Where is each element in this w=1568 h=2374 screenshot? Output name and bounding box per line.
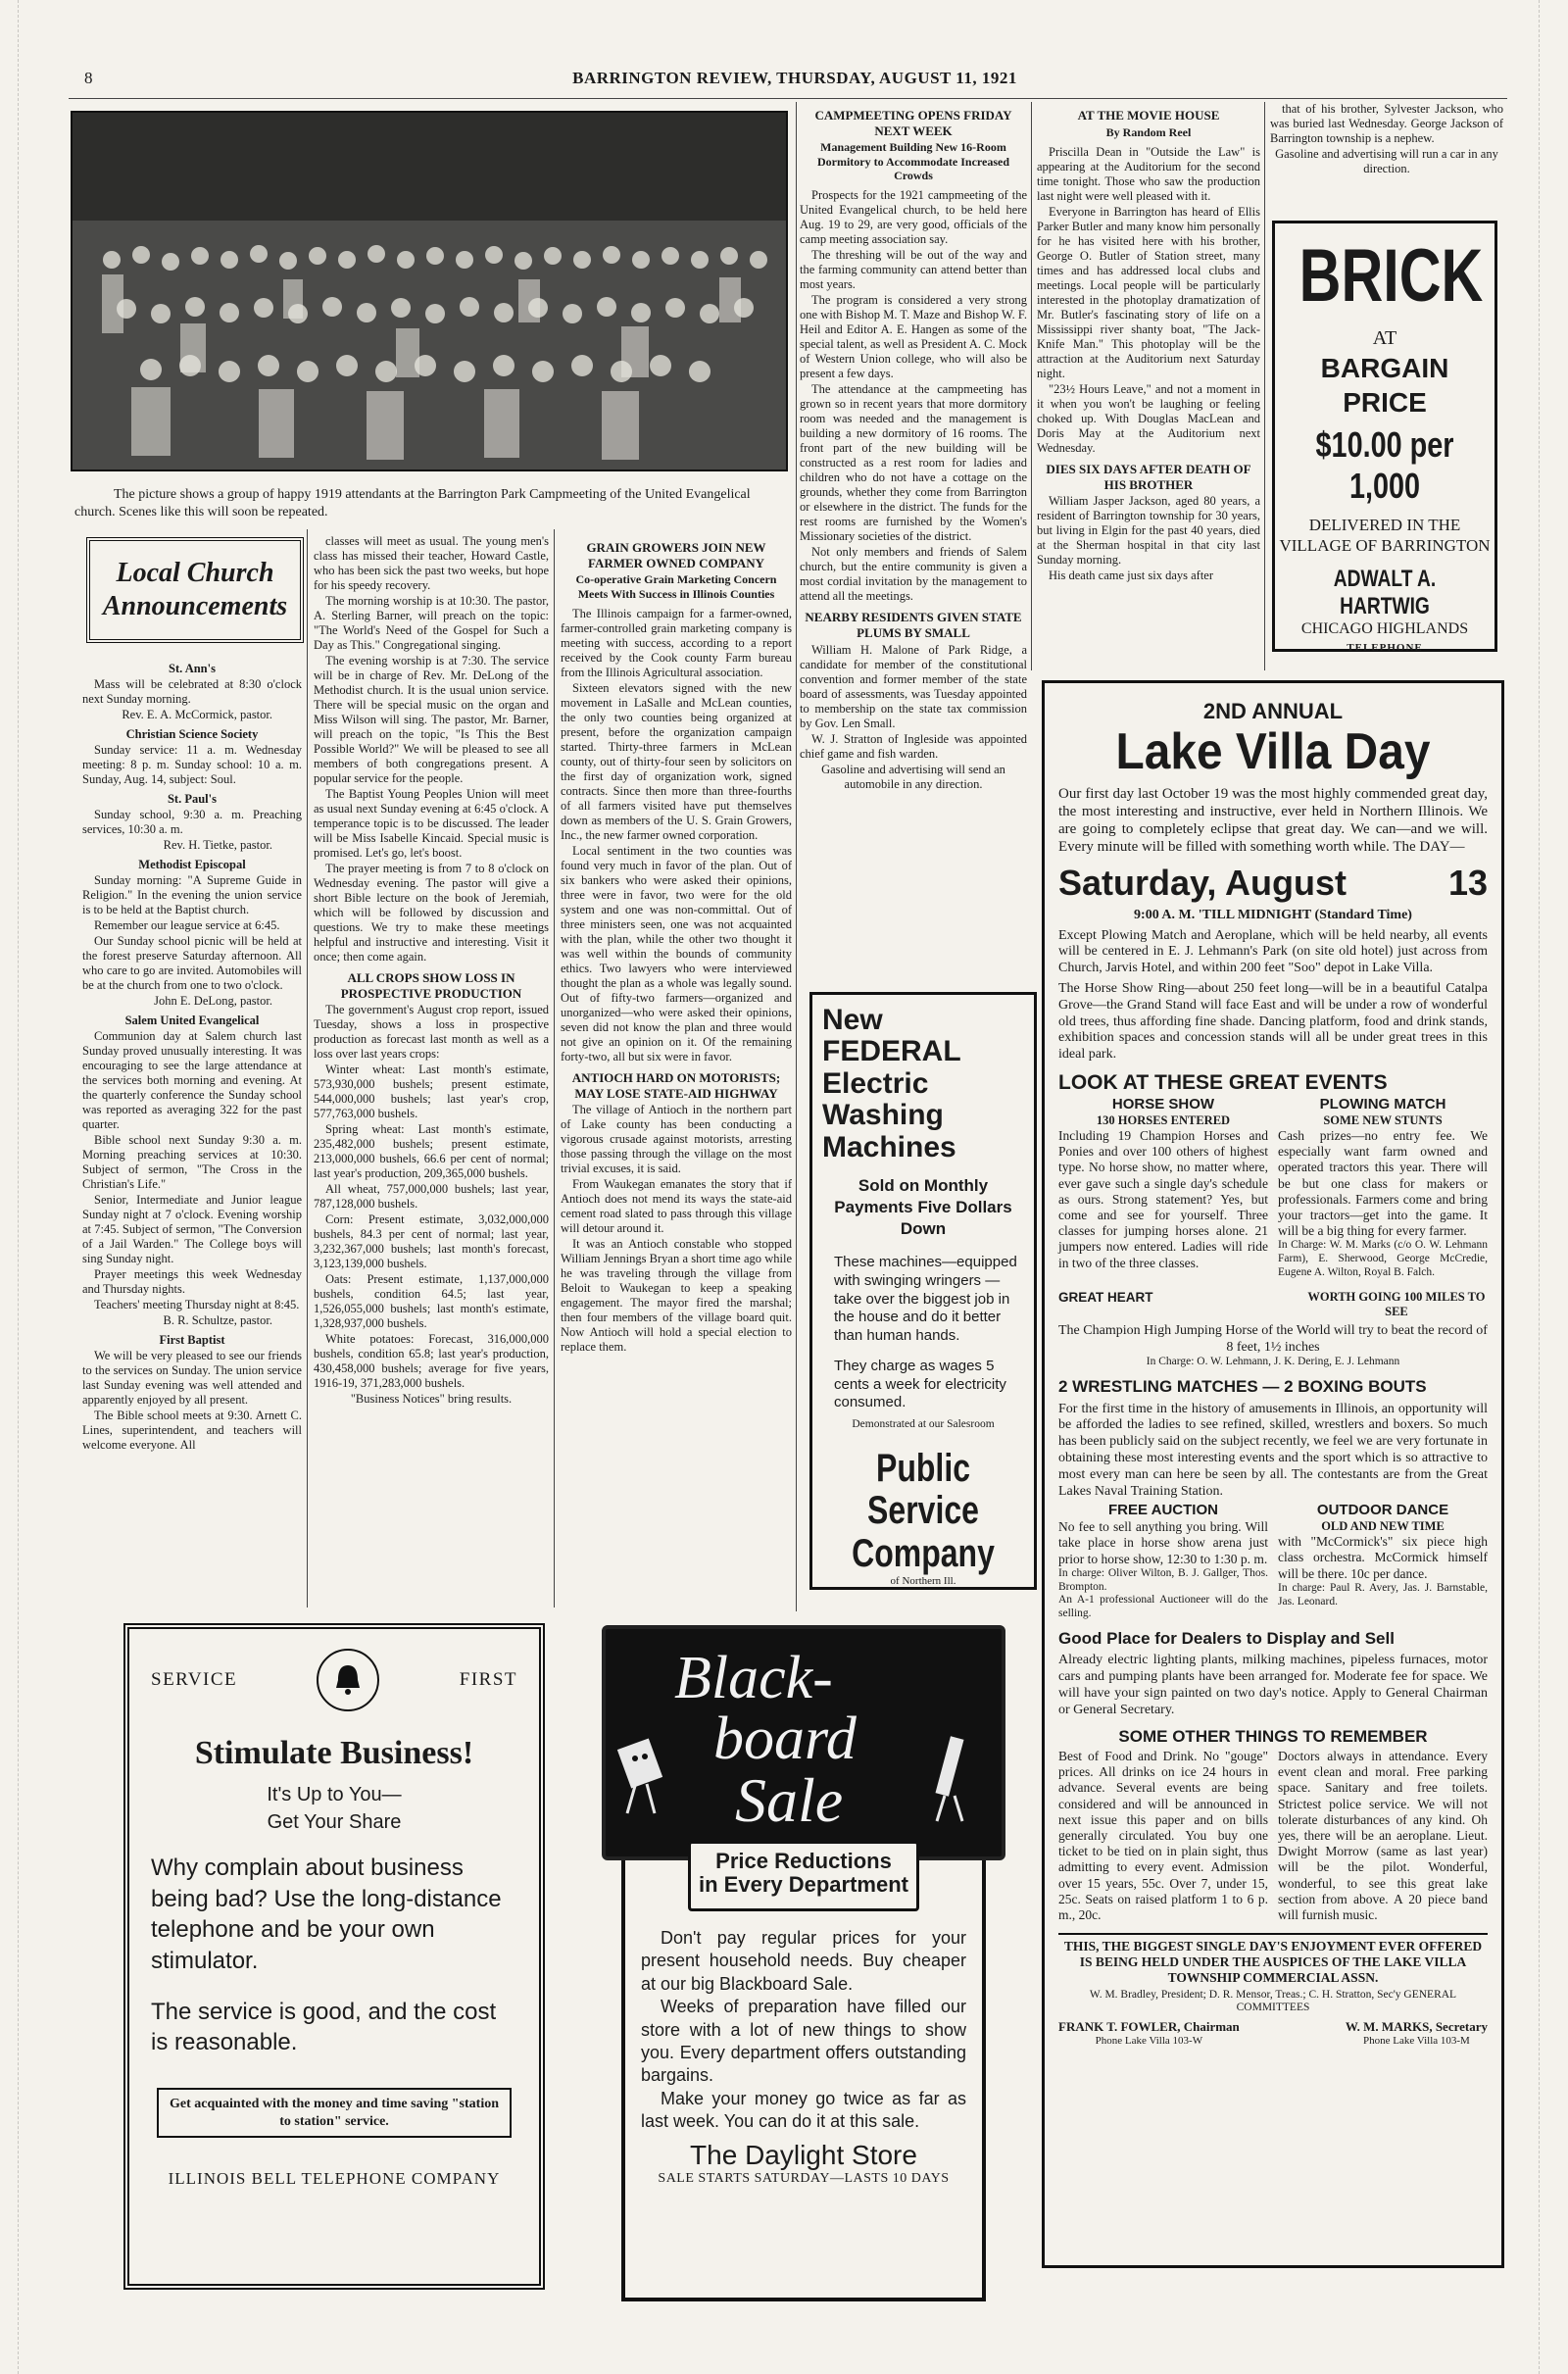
lv-plow-head: PLOWING MATCH [1319,1096,1446,1113]
article-headline: GRAIN GROWERS JOIN NEW FARMER OWNED COMPANY [586,540,766,570]
article-paragraph: The morning worship is at 10:30. The pastor, A. Sterling Barner, will preach on the topic: "The World's Need of the Gospel for Such a Day as This." Congregational singing. [314,594,549,652]
article-paragraph: Gasoline and advertising will run a car in any direction. [1275,147,1498,175]
photo-caption: The picture shows a group of happy 1919 attendants at the Barrington Park Campmeeting of the United Evangelical church. Scenes like this will soon be repeated. [74,487,751,519]
article-paragraph: "23½ Hours Leave," and not a moment in it when you won't be laughing or feeling choked up. With Douglas MacLean and Doris May at the Auditorium next Wednesday. [1037,381,1260,455]
lv-events-row1 [1058,1096,1488,1280]
article-paragraph: classes will meet as usual. The young men's class has missed their teacher, Howard Castle, who has been sick the past two weeks, but hope for his speedy recovery. [314,534,549,592]
article-paragraph: Priscilla Dean in "Outside the Law" is appearing at the Auditorium for the second time tonight. Those who saw the production last night were well pleased with it. [1037,144,1260,203]
lv-dance-sub: OLD AND NEW TIME [1321,1519,1445,1534]
article-paragraph: Oats: Present estimate, 1,137,000,000 bushels, condition 64.5; last year, 1,526,055,000 bushels; last month's estimate, 1,328,937,000 bushels. [314,1272,549,1331]
lv-grounds: The Horse Show Ring—about 250 feet long—will be in a beautiful Catalpa Grove—the Grand Stand will face East and will be under a row of wonderful old trees, thus affording fine shade. Dancing platform, food and drink stands, exhibition spaces and concession stands will all be under great trees in this ideal park. [1058,980,1488,1063]
article-paragraph: that of his brother, Sylvester Jackson, who was buried last Wednesday. George Jackson of Barrington township is a nephew. [1270,102,1503,145]
washing-cost: They charge as wages 5 cents a week for electricity consumed. [834,1357,1006,1411]
washing-copy: These machines—equipped with swinging wringers — take over the biggest job in the house and do it better than human hands. [834,1254,1017,1345]
lv-secretary-phone: Phone Lake Villa 103-M [1363,2034,1470,2047]
column-rule [307,529,308,1607]
lv-remember-head: SOME OTHER THINGS TO REMEMBER [1118,1726,1428,1746]
blackboard-art [606,1629,1002,1856]
article-paragraph: The village of Antioch in the northern part of Lake county has been conducting a vigorous crusade against motorists, arresting those passing through the village on the most trivial excuses, it is said. [561,1103,792,1176]
bb-store: The Daylight Store [690,2139,917,2170]
lv-date-day: Saturday, August [1058,862,1348,903]
lv-dance-charge: In charge: Paul R. Avery, Jas. J. Barnstable, Jas. Leonard. [1278,1581,1488,1607]
brick-headline: BRICK [1298,234,1484,318]
lv-committee: W. M. Bradley, President; D. R. Mensor, Treas.; C. H. Stratton, Sec'y GENERAL COMMITTEES [1089,1988,1457,2014]
washing-machine-ad [809,992,1037,1590]
article-paragraph: B. R. Schultze, pastor. [163,1313,272,1327]
bb-para-2: Weeks of preparation have filled our store with a lot of new things to show you. Every department offers outstanding bargains. [641,1997,966,2086]
lv-date [1058,862,1488,904]
lv-chairman: FRANK T. FOWLER, Chairman [1058,2019,1240,2035]
brick-ad [1272,221,1497,655]
washing-terms: Sold on Monthly Payments Five Dollars Down [834,1175,1012,1239]
lake-villa-day-ad [1042,680,1504,2268]
article-paragraph: Gasoline and advertising will send an automobile in any direction. [821,762,1005,791]
article-paragraph: Rev. H. Tietke, pastor. [163,838,272,852]
article-deck: Co-operative Grain Marketing Concern Meets With Success in Illinois Counties [575,572,777,601]
lv-plow-text: Cash prizes—no entry fee. We especially want farm owned and operated tractors this year. There will be but one class for makers or professionals. Farmers come and bring your tractors—get into the game. It will be a big thing for every farmer. [1278,1128,1488,1239]
bb-price-2: in Every Department [699,1872,908,1898]
lv-heart-miles: WORTH GOING 100 MILES TO SEE [1307,1289,1486,1318]
article-paragraph: Corn: Present estimate, 3,032,000,000 bushels, 84.3 per cent of normal; last year, 3,232,367,000 bushels; last month's forecast, 3,123,139,000 bushels. [314,1212,549,1271]
article-paragraph: Local sentiment in the two counties was found very much in favor of the plan. Out of six bankers who were asked their opinions, three were in favor, two were for the old system and one was non-committal. Out of three ministers seen, one was not acquainted with the plan, while the other two thought it was well within the bounds of community ethics. Two lawyers who were interviewed thought the plan as a whole was legally sound. Out of fifty-two farmers—organized and unorganized—who were asked their opinions, seven did not know the plan and three would not give an opinion on it. Of the remaining forty-two, all but six were in favor. [561,843,792,1063]
bb-para-3: Make your money go twice as far as last week. You can do it at this sale. [641,2088,966,2132]
article-paragraph: From Waukegan emanates the story that if Antioch does not mend its ways the state-aid cement road slated to pass through this village will detour around it. [561,1177,792,1236]
article-deck: By Random Reel [1105,124,1192,139]
brick-price-word: PRICE [1343,386,1427,418]
blackboard-frame [621,1860,986,2301]
washing-company: Public Service Company [852,1447,995,1575]
lv-great-heart [1058,1282,1488,1319]
article-paragraph: Teachers' meeting Thursday night at 8:45. [94,1298,300,1311]
blackboard-graphic [602,1625,1005,1860]
article-paragraph: Not only members and friends of Salem church, but the entire community is given a most cordial invitation by the management to attend all the meetings. [800,545,1027,604]
lv-signatures [1058,2019,1488,2048]
article-paragraph: The attendance at the campmeeting has grown so in recent years that more dormitory room was needed and the management is building a new dormitory of 16 rooms. The front part of the new building will be constructed as a rest room for ladies and children who do not have a cottage on the grounds, whether they come from Barrington or elsewhere in the district. The funds for the rest rooms are furnished by the Women's Missionary societies of the district. [800,382,1027,544]
church-title-line2: Announcements [102,590,288,621]
bell-body: Why complain about business being bad? Use the long-distance telephone and be your own stimulator. [151,1855,502,1975]
lv-dealers-text: Already electric lighting plants, milking machines, pipeless furnaces, motor cars and pumping plants have been arranged for. Moderate fee for space. We will have your sign painted on two day's notice. Apply to General Chairman or General Secretary. [1058,1653,1488,1717]
article-paragraph: Mass will be celebrated at 8:30 o'clock next Sunday morning. [82,677,302,706]
lv-auction-text: No fee to sell anything you bring. Will take place in horse show arena just prior to horse show, 12:30 to 1:30 p. m. [1058,1519,1268,1566]
article-paragraph: Sixteen elevators signed with the new movement in LaSalle and McLean counties, the only two counties being organized at present, before the organization campaign started. Thirty-three farmers in McLean county, out of thirty-four seen by solicitors on the first day of organization work, signed contracts. Since then more than three-fourths of all farmers visited have put themselves down as members of the U. S. Grain Growers, Inc., the new farmer owned corporation. [561,680,792,842]
brick-location: CHICAGO HIGHLANDS [1300,620,1469,638]
lv-heart-text: The Champion High Jumping Horse of the World will try to beat the record of 8 feet, 1½ inches [1058,1322,1488,1355]
group-photo [71,111,788,471]
washing-title: New FEDERAL Electric Washing Machines [822,1004,961,1163]
lv-auction-charge: In charge: Oliver Wilton, B. J. Gallger, Thos. Brompton. [1058,1566,1268,1593]
article-paragraph: White potatoes: Forecast, 316,000,000 bushels, condition 65.8; last year's production, 430,458,000 bushels; average for five years, 1916-19, 371,283,000 bushels. [314,1332,549,1391]
lv-events-row2 [1058,1502,1488,1621]
lv-sign-right [1346,2019,1488,2048]
article-paragraph: The prayer meeting is from 7 to 8 o'clock on Wednesday evening. The pastor will give a short Bible lecture on the book of Jeremiah, which will be followed by discussion and questions. We try to make these meetings helpful and instructive and interesting. Visit it once; then come again. [314,862,549,964]
section-heading: First Baptist [159,1333,225,1347]
scan-artifact [18,0,19,2374]
lv-wrestling-text: For the first time in the history of amusements in Illinois, an opportunity will be afforded the ladies to see refined, skilled, wrestlers and boxers. So much has been publicly said on the subject recently, we feel we are very fortunate in obtaining these most interesting events and the sport which is so attractive to most every man can here be seen by all. The contestants are from the Great Lakes Naval Training Station. [1058,1401,1488,1499]
article-paragraph: Our Sunday school picnic will be held at the forest preserve Saturday afternoon. All who care to go are invited. Automobiles will be at the church from one to two o'clock. [82,934,302,992]
news-column-5 [1037,102,1260,670]
column-rule [1031,102,1032,670]
lv-chairman-phone: Phone Lake Villa 103-W [1095,2034,1203,2047]
lv-horse-show [1058,1096,1268,1280]
lv-remember-left: Best of Food and Drink. No "gouge" prices. All drinks on ice 24 hours in advance. Several events are being considered and will be announced in next issue this paper and on bills generally circulated. You buy one ticket to be tied on in plain sight, thus admitting to every event. Admission over 15 years, 55c. Over 7, under 15, 25c. Seats on raised platform 1 to 6 p. m., 20c. [1058,1749,1268,1922]
brick-telephone: TELEPHONE [1347,642,1423,655]
eraser-figure-icon [617,1738,662,1813]
article-paragraph: The Illinois campaign for a farmer-owned, farmer-controlled grain marketing company is meeting with success, according to a report received by the Cook county Farm bureau from the Illinois Agricultural association. [561,606,792,679]
article-paragraph: Sunday morning: "A Supreme Guide in Religion." In the evening the union service is to be held at the Baptist church. [82,873,302,916]
bb-body [641,1927,966,2134]
lv-auction-head: FREE AUCTION [1108,1502,1218,1519]
lv-dealers-head: Good Place for Dealers to Display and Sell [1058,1629,1395,1649]
article-paragraph: William Jasper Jackson, aged 80 years, a resident of Barrington township for 30 years, but living in Elgin for the past 40 years, died at the Sherman hospital in that city last Sunday morning. [1037,494,1260,568]
article-paragraph: Prospects for the 1921 campmeeting of the United Evangelical church, to be held here Aug. 19 to 29, are very good, officials of the camp meeting association say. [800,188,1027,247]
column-rule [1264,102,1265,670]
bb-sale-dates: SALE STARTS SATURDAY—LASTS 10 DAYS [658,2170,950,2186]
article-paragraph: The Bible school meets at 9:30. Arnett C. Lines, superintendent, and teachers will welcome everyone. All [82,1409,302,1452]
article-headline: CAMPMEETING OPENS FRIDAY NEXT WEEK [814,108,1012,138]
news-column-4 [800,102,1027,984]
lv-horse-text: Including 19 Champion Horses and Ponies and over 100 others of highest type. No horse show, no matter where, ever gave such a single day's schedule as ours. Strong statement? Yes, but come and see for yourself. Three classes for jumping horses alone. 21 jumpers now entered. Ladies will ride in two of the three classes. [1058,1128,1268,1270]
lv-horse-head: HORSE SHOW [1111,1096,1215,1113]
lv-plow-sub: SOME NEW STUNTS [1323,1113,1443,1128]
column-rule [796,102,797,1611]
lv-wrestling-head: 2 WRESTLING MATCHES — 2 BOXING BOUTS [1058,1377,1427,1397]
lv-dance [1278,1502,1488,1621]
article-headline: AT THE MOVIE HOUSE [1077,108,1220,123]
page-number: 8 [84,69,93,87]
article-headline: ALL CROPS SHOW LOSS IN PROSPECTIVE PRODUCTION [340,970,522,1001]
scan-artifact [1539,0,1540,2374]
lv-footer: THIS, THE BIGGEST SINGLE DAY'S ENJOYMENT EVER OFFERED IS BEING HELD UNDER THE AUSPICES OF THE LAKE VILLA TOWNSHIP COMMERCIAL ASSN. [1058,1933,1488,1987]
lv-time: 9:00 A. M. 'TILL MIDNIGHT (Standard Time) [1134,907,1412,922]
brick-delivery: DELIVERED IN THE VILLAGE OF BARRINGTON [1279,515,1491,555]
washing-demo: Demonstrated at our Salesroom [852,1418,995,1431]
article-headline: NEARBY RESIDENTS GIVEN STATE PLUMS BY SMALL [805,610,1022,640]
article-paragraph: Rev. E. A. McCormick, pastor. [122,708,272,721]
lv-title: Lake Villa Day [1115,723,1431,781]
washing-company-sub: of Northern Ill. [890,1574,956,1587]
lv-sign-left [1058,2019,1240,2048]
lv-horse-sub: 130 HORSES ENTERED [1096,1113,1231,1128]
bell-headline: Stimulate Business! [194,1735,474,1771]
bell-first: FIRST [459,1669,517,1690]
masthead [84,65,1505,94]
lv-auction [1058,1502,1268,1621]
section-heading: Salem United Evangelical [124,1014,260,1027]
lv-plow-charge: In Charge: W. M. Marks (c/o O. W. Lehmann Farm), E. Sherwood, George McCredie, Eugene A. Wilton, Royal B. Falch. [1278,1239,1488,1278]
article-paragraph: "Business Notices" bring results. [350,1392,513,1407]
brick-at: AT [1372,327,1397,349]
article-paragraph: The program is considered a very strong one with Bishop M. T. Maze and Bishop W. F. Heil and Editor A. E. Hangen as some of the special talent, as well as President A. C. Mock of Western Union college, who will also be present a few days. [800,293,1027,381]
article-paragraph: His death came just six days after [1049,569,1214,583]
brick-price: $10.00 per 1,000 [1315,423,1454,506]
section-heading: St. Ann's [169,662,216,675]
bb-price-1: Price Reductions [715,1849,892,1873]
section-heading: Christian Science Society [125,727,259,741]
lv-dance-head: OUTDOOR DANCE [1316,1502,1449,1519]
lv-auction-note: An A-1 professional Auctioneer will do the selling. [1058,1594,1268,1620]
article-paragraph: It was an Antioch constable who stopped William Jennings Bryan a short time ago while he was traveling through the village from Beloit to Waukegan to keep a speaking engagement. The mayor fired the marshal; then four members of the village board quit. Now Antioch will hold a special election to replace them. [561,1237,792,1355]
lv-secretary: W. M. MARKS, Secretary [1345,2019,1488,2035]
bell-sub2: Get Your Share [267,1811,402,1833]
article-paragraph: Sunday school, 9:30 a. m. Preaching services, 10:30 a. m. [82,808,302,836]
article-paragraph: John E. DeLong, pastor. [154,994,272,1008]
bb-script-1: Black- [674,1645,833,1711]
article-paragraph: Spring wheat: Last month's estimate, 235,482,000 bushels; present estimate, 213,000,000 bushels, 66.6 per cent of normal; last year's production, 209,365,000 bushels. [314,1122,549,1181]
masthead-title: BARRINGTON REVIEW, THURSDAY, AUGUST 11, 1921 [572,69,1017,87]
lv-remember-right: Doctors always in attendance. Every event clean and moral. Free parking space. Sanitary and free toilets. Strictest police service. We will not tolerate disturbances of any kind. Oh yes, there will be an aeroplane. Lieut. Dwight Morrow (same as last year) will be the pilot. Wonderful, wonderful, to see this great lake section from above. A 20 piece band will furnish music. [1278,1749,1488,1922]
masthead-rule [69,98,1507,99]
article-paragraph: Communion day at Salem church last Sunday proved unusually interesting. It was encouraging to see the large attendance at the services both morning and evening. At the quarterly conference the Sunday school was reported as averaging 322 for the past quarter. [82,1029,302,1131]
bell-telephone-ad [123,1623,545,2290]
lv-location: Except Plowing Match and Aeroplane, which will be held nearby, all events will be centered in E. J. Lehmann's Park (on site old hotel) just across from Church, Jarvis Hotel, and within 200 feet "Soo" depot in Lake Villa. [1058,927,1488,976]
article-paragraph: Remember our league service at 6:45. [94,918,280,932]
article-headline: ANTIOCH HARD ON MOTORISTS; MAY LOSE STATE-AID HIGHWAY [571,1069,781,1101]
bell-service: SERVICE [151,1669,238,1690]
lv-plowing-match [1278,1096,1488,1280]
section-heading: Methodist Episcopal [138,858,246,871]
article-paragraph: The Baptist Young Peoples Union will meet as usual next Sunday evening at 6:45 o'clock. A temperance topic is to be discussed. The leader will be Miss Isabelle Kincaid. Special music is promised. Let's go, let's boost. [314,787,549,860]
article-paragraph: Senior, Intermediate and Junior league Sunday night at 7 o'clock. Evening worship at 7:45. Subject of sermon, "The Conversion of a Jail Warden." The College boys will sing Sunday night. [82,1193,302,1265]
bell-body2: The service is good, and the cost is reasonable. [151,1998,497,2056]
lv-annual: 2ND ANNUAL [1202,699,1344,723]
section-heading: St. Paul's [167,792,217,806]
bell-note: Get acquainted with the money and time saving "station to station" service. [157,2088,512,2138]
article-paragraph: The government's August crop report, issued Tuesday, shows a loss in prospective production as forecast last month as well as a loss over last years crops: [314,1003,549,1062]
bell-company: ILLINOIS BELL TELEPHONE COMPANY [168,2169,501,2189]
brick-seller: ADWALT A. HARTWIG [1333,566,1437,620]
church-announcements-title [86,537,304,643]
lv-remember [1058,1749,1488,1923]
article-paragraph: W. J. Stratton of Ingleside was appointed chief game and fish warden. [800,731,1027,761]
article-paragraph: Winter wheat: Last month's estimate, 573,930,000 bushels; present estimate, 544,000,000 bushels; last year's crop, 577,763,000 bushels. [314,1063,549,1121]
lv-heart-head: GREAT HEART [1058,1289,1153,1305]
church-title-line1: Local Church [116,558,274,588]
article-paragraph: Sunday service: 11 a. m. Wednesday meeting: 8 p. m. Sunday school: 10 a. m. Sunday, Aug. 14, subject: Soul. [82,743,302,786]
blackboard-sale-ad [602,1625,1005,2301]
lv-events-head: LOOK AT THESE GREAT EVENTS [1058,1070,1388,1094]
article-paragraph: The evening worship is at 7:30. The service will be in charge of Rev. Mr. DeLong of the Methodist church. It is the usual union service. There will be special music on the organ and Miss Wilson will sing. The pastor, Mr. Barner, will preach on the topic, "Is This the Best Possible World?" We will be pleased to see all members of both congregations present. A popular service for the people. [314,654,549,785]
news-column-3 [561,534,792,1607]
lv-intro: Our first day last October 19 was the most highly commended great day, the most interesting and instructive, ever held in Northern Illinois. We are going to completely eclipse that great day. We can—and we will. Every minute will be filled with something worth while. The DAY— [1058,785,1488,855]
news-column-2 [314,534,549,1607]
crowd-illustration [73,113,788,471]
article-paragraph: Bible school next Sunday 9:30 a. m. Morning preaching services at 10:30. Subject of sermon, "The Cross in the Christian's Life." [82,1133,302,1191]
lv-heart-charge: In Charge: O. W. Lehmann, J. K. Dering, E. J. Lehmann [1146,1356,1400,1368]
article-paragraph: William H. Malone of Park Ridge, a candidate for member of the constitutional convention and former member of the state board of assessments, was Tuesday appointed to membership on the state tax commission by Gov. Len Small. [800,642,1027,730]
bb-price-banner [688,1841,919,1911]
article-paragraph: All wheat, 757,000,000 bushels; last year, 787,128,000 bushels. [314,1182,549,1212]
news-column-6 [1270,102,1503,216]
bell-topline [151,1649,517,1711]
bell-icon [328,1660,368,1700]
church-column [82,657,302,1607]
bb-script-3: Sale [735,1765,844,1835]
bell-sub1: It's Up to You— [267,1784,402,1805]
column-rule [554,529,555,1607]
article-deck: Management Building New 16-Room Dormitory to Accommodate Increased Crowds [816,140,1010,182]
article-paragraph: We will be very pleased to see our friends to the services on Sunday. The union service last Sunday evening was well attended and apparently enjoyed by all present. [82,1349,302,1407]
brick-bargain: BARGAIN [1320,353,1449,383]
chalk-figure-icon [935,1736,963,1821]
article-headline: DIES SIX DAYS AFTER DEATH OF HIS BROTHER [1046,461,1251,492]
bell-logo-icon [317,1649,379,1711]
bb-para-1: Don't pay regular prices for your present household needs. Buy cheaper at our big Blackboard Sale. [641,1928,966,1994]
lv-date-num: 13 [1447,862,1488,903]
article-paragraph: Prayer meetings this week Wednesday and Thursday nights. [82,1267,302,1296]
article-paragraph: The threshing will be out of the way and the farming community can attend better than most years. [800,248,1027,292]
article-paragraph: Everyone in Barrington has heard of Ellis Parker Butler and many know him personally for he has visited here with his brother, George O. Butler of Station street, many times and has addressed local clubs and meetings. Local people will be particularly interested in the photoplay dramatization of Mr. Butler's fascinating story of life on a Mississippi river shanty boat, "The Jack-Knife Man." This photoplay will be the attraction at the Auditorium next Saturday night. [1037,204,1260,380]
lv-dance-text: with "McCormick's" six piece high class orchestra. McCormick himself will be there. 10c per dance. [1278,1534,1488,1581]
bb-script-2: board [713,1706,857,1772]
